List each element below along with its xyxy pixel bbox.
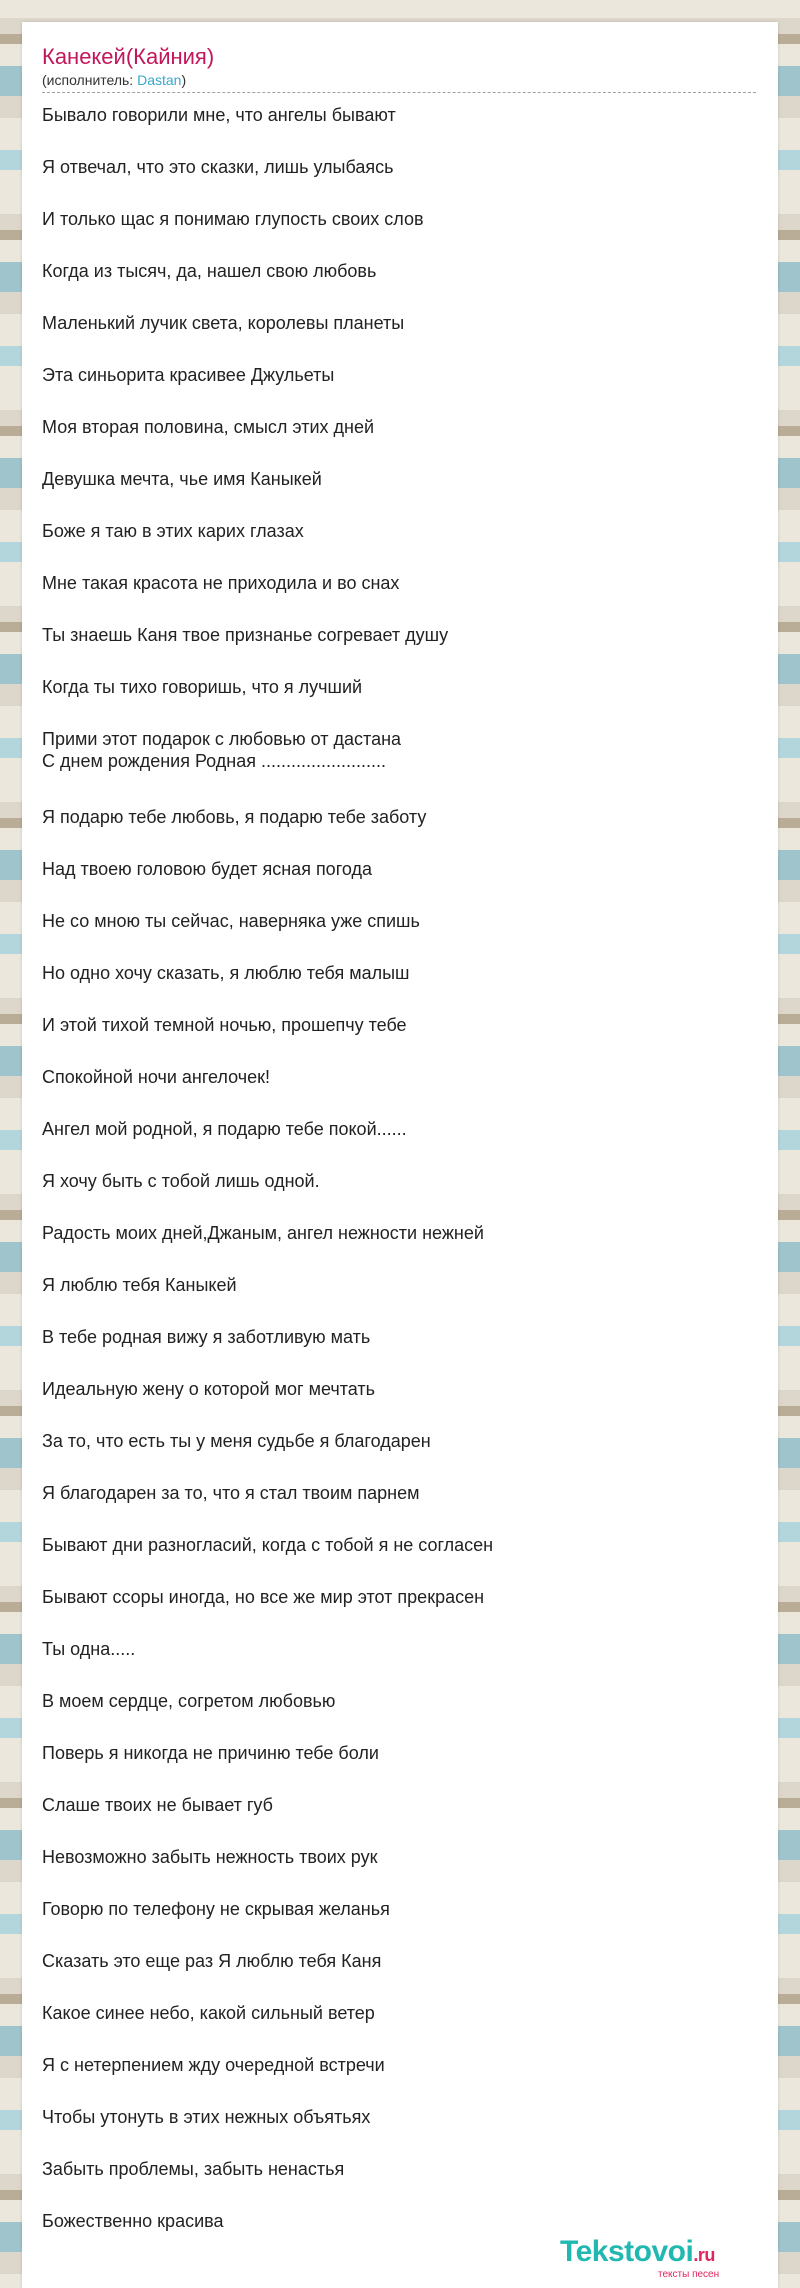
lyric-line: [42, 468, 762, 520]
lyric-line: [42, 1742, 762, 1794]
site-logo[interactable]: [560, 2236, 760, 2280]
lyric-text: Какое синее небо, какой сильный ветер: [42, 2003, 375, 2023]
lyric-text: Боже я таю в этих карих глазах: [42, 521, 304, 541]
lyric-text: И этой тихой темной ночью, прошепчу тебе: [42, 1015, 407, 1035]
lyric-text: Я благодарен за то, что я стал твоим парнем: [42, 1483, 420, 1503]
lyric-text: Я люблю тебя Каныкей: [42, 1275, 237, 1295]
lyric-text: Моя вторая половина, смысл этих дней: [42, 417, 375, 437]
lyric-line: [42, 104, 762, 156]
lyric-text: Поверь я никогда не причиню тебе боли: [42, 1743, 379, 1763]
lyric-text: Бывают дни разногласий, когда с тобой я не согласен: [42, 1535, 494, 1555]
lyric-line: [42, 1222, 762, 1274]
lyric-text: Чтобы утонуть в этих нежных объятьях: [42, 2107, 371, 2127]
lyric-line: [42, 1378, 762, 1430]
lyric-text: Радость моих дней,Джаным, ангел нежности нежней: [42, 1223, 484, 1243]
lyric-line: [42, 962, 762, 1014]
logo-tagline: тексты песен: [658, 2269, 720, 2280]
lyric-line: [42, 1326, 762, 1378]
lyric-line: [42, 676, 762, 728]
lyric-line: [42, 910, 762, 962]
lyrics-card: [22, 22, 778, 2288]
lyric-text: Девушка мечта, чье имя Каныкей: [42, 469, 322, 489]
lyric-line: [42, 1794, 762, 1846]
lyric-line: [42, 1066, 762, 1118]
lyric-text: Я отвечал, что это сказки, лишь улыбаясь: [42, 157, 394, 177]
lyric-text: Ты знаешь Каня твое признанье согревает душу: [42, 625, 449, 645]
lyric-text: Над твоею головою будет ясная погода: [42, 859, 372, 879]
lyric-line: [42, 156, 762, 208]
lyric-line: [42, 1014, 762, 1066]
lyric-text: Мне такая красота не приходила и во снах: [42, 573, 400, 593]
lyric-text: Бывают ссоры иногда, но все же мир этот прекрасен: [42, 1587, 485, 1607]
lyric-text: Прими этот подарок с любовью от дастана: [42, 729, 402, 749]
lyric-text: Я с нетерпением жду очередной встречи: [42, 2055, 385, 2075]
logo-main-text: Tekstovoi: [560, 2235, 694, 2268]
lyric-text: Не со мною ты сейчас, наверняка уже спишь: [42, 911, 420, 931]
artist-prefix: (исполнитель:: [42, 72, 138, 88]
lyric-line: [42, 1534, 762, 1586]
lyric-text: Невозможно забыть нежность твоих рук: [42, 1847, 378, 1867]
lyric-text: Слаше твоих не бывает губ: [42, 1795, 273, 1815]
lyric-text: Маленький лучик света, королевы планеты: [42, 313, 405, 333]
song-title: Канекей(Кайния): [42, 44, 215, 69]
lyric-text: Я хочу быть с тобой лишь одной.: [42, 1171, 320, 1191]
lyric-line: [42, 1950, 762, 2002]
lyric-line: [42, 1638, 762, 1690]
lyric-line: [42, 1898, 762, 1950]
artist-line: [42, 72, 186, 89]
lyric-line: [42, 1482, 762, 1534]
lyric-line: [42, 728, 762, 806]
lyric-text: Сказать это еще раз Я люблю тебя Каня: [42, 1951, 382, 1971]
lyric-line: [42, 1274, 762, 1326]
lyric-text: Ты одна.....: [42, 1639, 136, 1659]
lyric-text: Бывало говорили мне, что ангелы бывают: [42, 105, 396, 125]
lyric-line: [42, 806, 762, 858]
lyric-text: Я подарю тебе любовь, я подарю тебе заботу: [42, 807, 427, 827]
lyric-line: [42, 858, 762, 910]
logo-tld: .ru: [693, 2245, 715, 2265]
lyric-text: Спокойной ночи ангелочек!: [42, 1067, 271, 1087]
lyric-text: За то, что есть ты у меня судьбе я благодарен: [42, 1431, 431, 1451]
lyric-text: Ангел мой родной, я подарю тебе покой......: [42, 1119, 407, 1139]
artist-suffix: ): [181, 72, 187, 88]
lyric-line: [42, 520, 762, 572]
lyrics-body: [42, 104, 762, 2262]
lyric-line: [42, 416, 762, 468]
lyric-text: Божественно красива: [42, 2211, 224, 2231]
lyric-line: [42, 208, 762, 260]
lyric-line: [42, 2158, 762, 2210]
lyric-line: [42, 312, 762, 364]
lyric-line: [42, 1846, 762, 1898]
lyric-line: [42, 260, 762, 312]
lyric-text: С днем рождения Родная .........................: [42, 751, 387, 771]
lyric-line: [42, 2054, 762, 2106]
lyric-text: Говорю по телефону не скрывая желанья: [42, 1899, 390, 1919]
lyric-text: Но одно хочу сказать, я люблю тебя малыш: [42, 963, 410, 983]
lyric-line: [42, 1170, 762, 1222]
lyric-line: [42, 1586, 762, 1638]
lyric-text: Когда ты тихо говоришь, что я лучший: [42, 677, 363, 697]
title-separator: [42, 92, 756, 93]
lyric-line: [42, 1118, 762, 1170]
lyric-text: И только щас я понимаю глупость своих слов: [42, 209, 424, 229]
lyric-text: Забыть проблемы, забыть ненастья: [42, 2159, 345, 2179]
lyric-text: Когда из тысяч, да, нашел свою любовь: [42, 261, 377, 281]
logo-wordmark: [560, 2236, 760, 2271]
lyric-line: [42, 2002, 762, 2054]
lyric-line: [42, 1430, 762, 1482]
lyric-text: Идеальную жену о которой мог мечтать: [42, 1379, 376, 1399]
lyric-line: [42, 364, 762, 416]
lyric-text: Эта синьорита красивее Джульеты: [42, 365, 335, 385]
artist-link[interactable]: Dastan: [137, 72, 182, 88]
lyric-text: В тебе родная вижу я заботливую мать: [42, 1327, 371, 1347]
lyric-line: [42, 624, 762, 676]
lyric-line: [42, 2106, 762, 2158]
lyric-text: В моем сердце, согретом любовью: [42, 1691, 336, 1711]
lyric-line: [42, 1690, 762, 1742]
lyric-line: [42, 572, 762, 624]
